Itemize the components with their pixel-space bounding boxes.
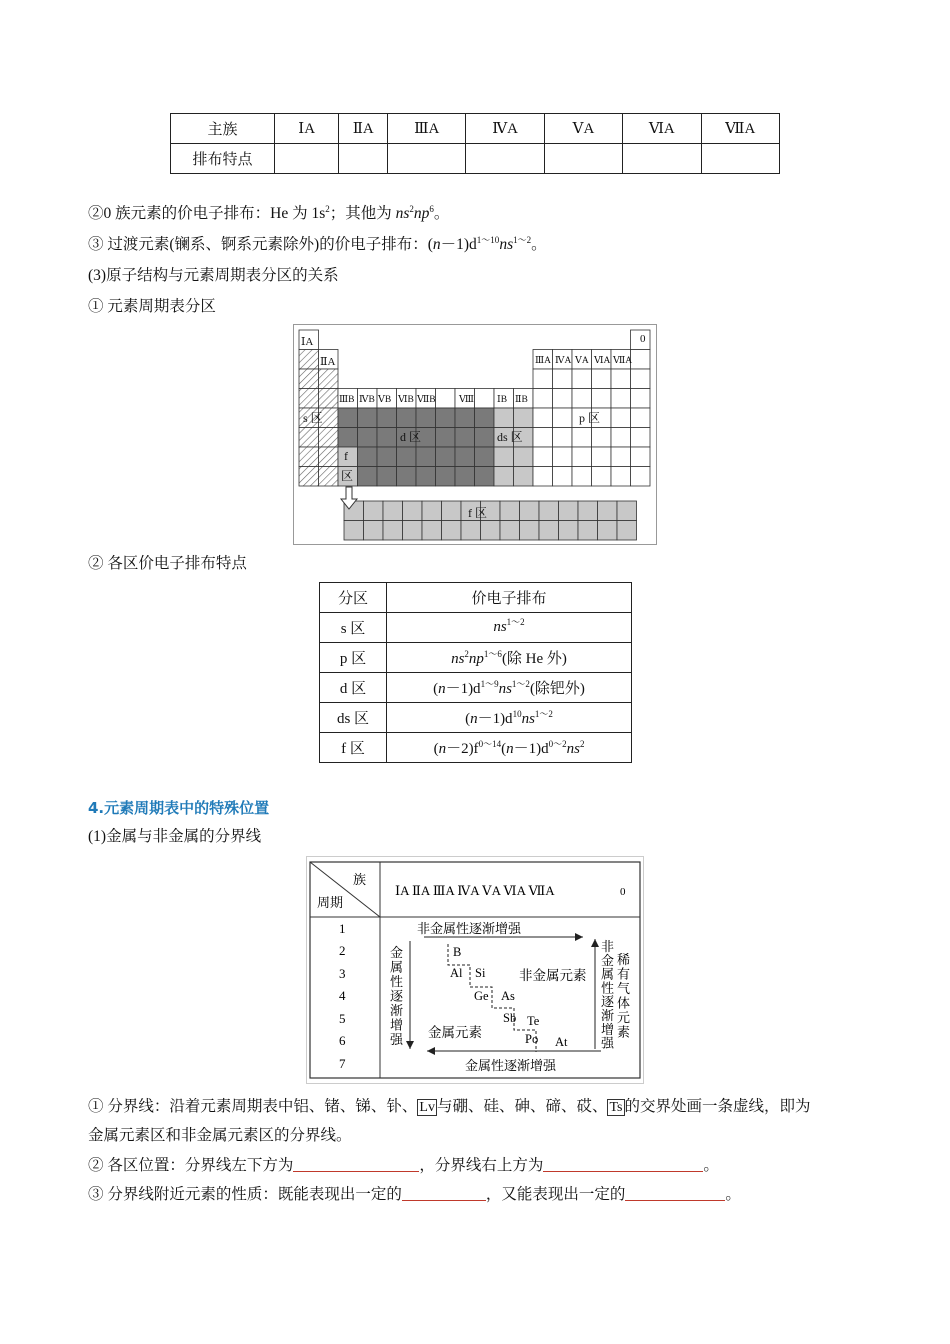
element-At: At — [555, 1035, 568, 1049]
label-p-header: ⅣA — [555, 356, 572, 366]
table-cell — [592, 369, 612, 389]
f-block-cell — [617, 501, 637, 521]
para-boundary-properties: ③ 分界线附近元素的性质：既能表现出一定的 ，又能表现出一定的 。 — [88, 1186, 741, 1203]
bottom-arrow-label: 金属性逐渐增强 — [465, 1058, 557, 1073]
label-zero: 0 — [640, 333, 646, 345]
zone-cell: s 区 — [320, 613, 387, 643]
period-6: 6 — [339, 1033, 346, 1048]
table-cell — [533, 467, 553, 487]
d-block-cell — [377, 467, 397, 487]
table-cell — [611, 408, 631, 428]
right-vertical-label: 非金属性逐渐增强 — [601, 939, 615, 1051]
f-block-cell — [500, 521, 520, 541]
label-ds-header: ⅡB — [515, 395, 528, 405]
f-block-cell — [520, 521, 540, 541]
periodic-table-zones-figure — [293, 324, 657, 545]
nonmetal-zone-label: 非金属元素 — [519, 968, 587, 983]
f-block-cell — [598, 521, 618, 541]
group-header: ⅠA — [274, 114, 338, 144]
f-block-cell — [539, 521, 559, 541]
config-cell: $(n-1)d^{10}ns^{1\sim 2}$ — [387, 703, 632, 733]
d-block-cell — [377, 447, 397, 467]
s-block-cell — [299, 447, 319, 467]
label-p-header: ⅦA — [613, 356, 633, 366]
row-label-main-group: 主族 — [171, 114, 275, 144]
zone-cell: f 区 — [320, 733, 387, 763]
table-cell — [631, 389, 651, 409]
line-boundary-subheading: (1)金属与非金属的分界线 — [88, 828, 262, 845]
table-cell — [572, 447, 592, 467]
element-Ge: Ge — [474, 989, 489, 1003]
ds-block-cell — [494, 467, 514, 487]
table-cell — [611, 389, 631, 409]
f-block-cell — [481, 521, 501, 541]
table-cell — [572, 467, 592, 487]
table-cell — [592, 389, 612, 409]
s-block-cell — [319, 447, 339, 467]
d-block-cell — [397, 467, 417, 487]
zone-cell: ds 区 — [320, 703, 387, 733]
d-block-cell — [455, 447, 475, 467]
f-block-cell — [461, 521, 481, 541]
s-block-cell — [319, 369, 339, 389]
line-noble-gas-config: ②0 族元素的价电子排布：He 为 $1s^2$；其他为 $ns^2np^6$。 — [88, 204, 450, 222]
label-IIA: ⅡA — [320, 356, 336, 368]
f-block-cell — [422, 521, 442, 541]
d-block-cell — [358, 408, 378, 428]
para-boundary-line-2: 金属元素区和非金属元素区的分界线。 — [88, 1127, 352, 1144]
table-cell — [631, 369, 651, 389]
line-transition-config: ③ 过渡元素(镧系、锕系元素除外)的价电子排布：$(n-1)d^{1\sim 10}ns^{1\sim 2}$。 — [88, 235, 547, 253]
table-cell — [611, 428, 631, 448]
group-row: ⅠA ⅡA ⅢA ⅣA ⅤA ⅥA ⅦA — [395, 883, 555, 898]
table-cell — [533, 447, 553, 467]
block-config-table — [319, 582, 632, 763]
f-block-cell — [442, 521, 462, 541]
para-zone-positions: ② 各区位置：分界线左下方为 ，分界线右上方为 。 — [88, 1157, 719, 1174]
table-cell — [631, 350, 651, 370]
noble-gas-label: 稀有气体元素 — [617, 952, 631, 1040]
label-d-header: ⅦB — [417, 395, 436, 405]
d-block-cell — [436, 467, 456, 487]
label-d-header: ⅢB — [339, 395, 355, 405]
table-cell — [572, 428, 592, 448]
answer-blank[interactable] — [402, 1184, 486, 1201]
d-block-cell — [377, 428, 397, 448]
d-block-cell — [455, 467, 475, 487]
group-header: ⅡA — [339, 114, 388, 144]
s-block-cell — [319, 428, 339, 448]
zone-cell: d 区 — [320, 673, 387, 703]
period-7: 7 — [339, 1056, 346, 1071]
header-zone: 分区 — [320, 583, 387, 613]
d-block-cell — [358, 467, 378, 487]
s-block-cell — [299, 369, 319, 389]
zu-label: 族 — [353, 872, 367, 887]
s-block-cell — [319, 467, 339, 487]
f-block-cell — [344, 521, 364, 541]
s-block-cell — [299, 467, 319, 487]
d-block-cell — [475, 447, 495, 467]
top-arrow-label: 非金属性逐渐增强 — [417, 921, 522, 936]
d-block-cell — [416, 447, 436, 467]
element-Al: Al — [450, 966, 463, 980]
table-cell — [553, 369, 573, 389]
s-block-cell — [319, 389, 339, 409]
label-p-header: ⅢA — [535, 356, 552, 366]
empty-cell — [701, 144, 780, 174]
empty-cell — [339, 144, 388, 174]
label-s-zone: s 区 — [303, 411, 323, 425]
d-block-cell — [436, 428, 456, 448]
f-block-cell — [598, 501, 618, 521]
table-cell — [553, 447, 573, 467]
label-d-header: ⅤB — [378, 395, 392, 405]
d-block-cell — [416, 467, 436, 487]
d-block-cell — [358, 428, 378, 448]
element-box-lv: Lv — [419, 1100, 435, 1115]
d-block-cell — [475, 408, 495, 428]
f-block-cell — [617, 521, 637, 541]
d-block-cell — [338, 428, 358, 448]
line-zone-features: ② 各区价电子排布特点 — [88, 555, 247, 572]
d-block-cell — [397, 447, 417, 467]
header-cell — [436, 389, 456, 409]
main-group-table — [170, 113, 780, 174]
f-block-cell — [383, 501, 403, 521]
para-boundary-line-1: ① 分界线：沿着元素周期表中铝、锗、锑、钋、 Lv 与硼、硅、砷、碲、砹、 Ts 的交界处画一条虚线，即为 — [88, 1098, 811, 1115]
period-4: 4 — [339, 988, 346, 1003]
d-block-cell — [475, 428, 495, 448]
element-Po: Po — [525, 1032, 539, 1046]
label-d-header: ⅥB — [398, 395, 414, 405]
table-cell — [553, 428, 573, 448]
d-block-cell — [377, 408, 397, 428]
label-p-header: ⅥA — [594, 356, 611, 366]
row-label-arrangement: 排布特点 — [171, 144, 275, 174]
config-cell: $(n-1)d^{1\sim 9}ns^{1\sim 2}$(除钯外) — [387, 673, 632, 703]
table-cell — [553, 408, 573, 428]
f-block-cell — [403, 501, 423, 521]
answer-blank[interactable] — [543, 1155, 703, 1172]
period-2: 2 — [339, 943, 346, 958]
table-cell — [533, 369, 553, 389]
s-block-cell — [299, 350, 319, 370]
d-block-cell — [436, 408, 456, 428]
table-cell — [553, 467, 573, 487]
config-cell: $ns^{1\sim 2}$ — [387, 613, 632, 643]
table-cell — [592, 447, 612, 467]
element-box-ts: Ts — [609, 1100, 623, 1115]
label-p-header: ⅤA — [575, 356, 589, 366]
empty-cell — [388, 144, 466, 174]
f-block-cell — [364, 521, 384, 541]
ds-block-cell — [514, 408, 534, 428]
empty-cell — [623, 144, 701, 174]
line-subheading-3: (3)原子结构与元素周期表分区的关系 — [88, 267, 339, 284]
config-cell: $(n-2)f^{0\sim 14}(n-1)d^{0\sim 2}ns^2$ — [387, 733, 632, 763]
group-header: ⅦA — [701, 114, 780, 144]
d-block-cell — [455, 408, 475, 428]
f-block-cell — [559, 501, 579, 521]
table-cell — [592, 428, 612, 448]
d-block-cell — [436, 447, 456, 467]
table-cell — [611, 369, 631, 389]
s-block-cell — [299, 389, 319, 409]
header-config: 价电子排布 — [387, 583, 632, 613]
label-f-zone-left-1: f — [344, 449, 348, 463]
period-5: 5 — [339, 1011, 346, 1026]
label-d-header: ⅣB — [359, 395, 375, 405]
f-block-cell — [422, 501, 442, 521]
table-cell — [553, 389, 573, 409]
table-cell — [631, 408, 651, 428]
f-block-cell — [500, 501, 520, 521]
element-B: B — [453, 945, 462, 959]
ds-block-cell — [494, 408, 514, 428]
period-1: 1 — [339, 921, 346, 936]
f-block-cell — [578, 501, 598, 521]
table-cell — [572, 389, 592, 409]
ds-block-cell — [494, 447, 514, 467]
zero-group: 0 — [620, 886, 626, 898]
table-cell — [611, 467, 631, 487]
f-block-cell — [442, 501, 462, 521]
f-block-cell — [559, 521, 579, 541]
left-vertical-label: 金属性逐渐增强 — [390, 945, 404, 1047]
f-block-cell — [539, 501, 559, 521]
label-p-zone: p 区 — [579, 411, 601, 425]
table-cell — [572, 369, 592, 389]
header-cell — [475, 389, 495, 409]
period-3: 3 — [339, 966, 346, 981]
table-cell — [631, 447, 651, 467]
boundary-svg — [307, 857, 643, 1083]
table-cell — [533, 389, 553, 409]
config-cell: $ns^2np^{1\sim 6}$(除 He 外) — [387, 643, 632, 673]
d-block-cell — [475, 467, 495, 487]
d-block-cell — [358, 447, 378, 467]
f-block-cell — [383, 521, 403, 541]
d-block-cell — [416, 408, 436, 428]
answer-blank[interactable] — [625, 1184, 725, 1201]
label-ds-zone: ds 区 — [497, 430, 523, 444]
zhouqi-label: 周期 — [317, 895, 344, 910]
empty-cell — [274, 144, 338, 174]
element-Te: Te — [527, 1014, 540, 1028]
label-d-zone: d 区 — [400, 430, 422, 444]
table-cell — [592, 467, 612, 487]
table-cell — [533, 408, 553, 428]
element-As: As — [501, 989, 515, 1003]
periodic-table-zones-svg — [294, 325, 656, 544]
ds-block-cell — [514, 467, 534, 487]
table-cell — [631, 467, 651, 487]
d-block-cell — [338, 408, 358, 428]
section-heading: 4.元素周期表中的特殊位置 — [88, 799, 270, 817]
label-ds-header: ⅠB — [497, 395, 508, 405]
s-block-cell — [299, 428, 319, 448]
table-cell — [533, 428, 553, 448]
zone-cell: p 区 — [320, 643, 387, 673]
table-cell — [631, 428, 651, 448]
label-f-zone: f 区 — [468, 506, 487, 520]
ds-block-cell — [514, 447, 534, 467]
label-IA: ⅠA — [301, 336, 314, 348]
line-periodic-zones: ① 元素周期表分区 — [88, 298, 216, 315]
metal-nonmetal-boundary-figure — [306, 856, 644, 1084]
answer-blank[interactable] — [293, 1155, 419, 1172]
group-header: ⅢA — [388, 114, 466, 144]
d-block-cell — [455, 428, 475, 448]
f-block-cell — [578, 521, 598, 541]
f-block-cell — [403, 521, 423, 541]
d-block-cell — [397, 408, 417, 428]
f-block-cell — [364, 501, 384, 521]
element-Si: Si — [475, 966, 486, 980]
label-viii: Ⅷ — [459, 395, 474, 405]
metal-zone-label: 金属元素 — [428, 1025, 482, 1040]
f-block-cell — [520, 501, 540, 521]
label-f-zone-left-2: 区 — [341, 469, 354, 483]
group-header: ⅣA — [466, 114, 544, 144]
empty-cell — [544, 144, 622, 174]
element-Sb: Sb — [503, 1011, 517, 1025]
table-cell — [611, 447, 631, 467]
empty-cell — [466, 144, 544, 174]
group-header: ⅥA — [623, 114, 701, 144]
group-header: ⅤA — [544, 114, 622, 144]
